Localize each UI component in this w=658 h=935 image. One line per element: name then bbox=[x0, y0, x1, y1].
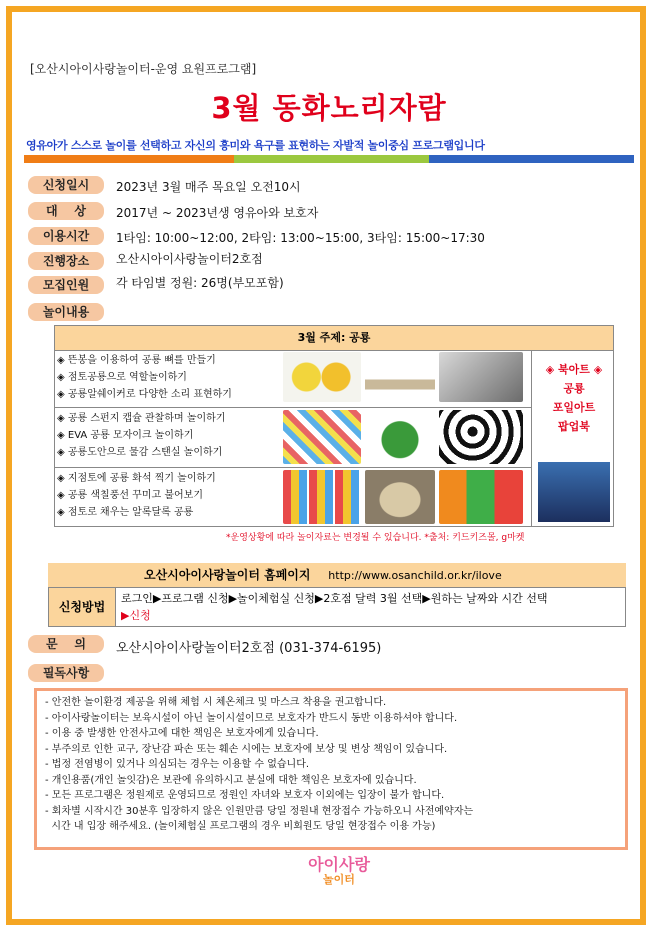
value-time: 1타임: 10:00~12:00, 2타임: 13:00~15:00, 3타임: 15:00~17:30 bbox=[116, 231, 485, 245]
book-art-item: 포일아트 bbox=[552, 401, 596, 414]
play-theme: 3월 주제: 공룡 bbox=[55, 326, 613, 351]
play-item: ◈ 뜬봉을 이용하여 공룡 뼈를 만들기 bbox=[57, 355, 216, 366]
value-target: 2017년 ~ 2023년생 영유아와 보호자 bbox=[116, 206, 319, 220]
homepage-url[interactable]: http://www.osanchild.or.kr/ilove bbox=[328, 569, 502, 582]
dinosaur-figures-image bbox=[365, 352, 435, 402]
play-row-1 bbox=[55, 350, 531, 408]
stencil-image bbox=[439, 410, 523, 464]
value-contact: 오산시아이사랑놀이터2호점 (031-374-6195) bbox=[116, 641, 382, 656]
apply-method-line: ▶신청 bbox=[121, 609, 151, 622]
label-place: 진행장소 bbox=[28, 252, 104, 270]
label-notice: 필독사항 bbox=[28, 664, 104, 682]
play-content-table bbox=[54, 325, 614, 527]
play-item: ◈ EVA 공룡 모자이크 놀이하기 bbox=[57, 430, 194, 441]
homepage-name: 오산시아이사랑놀이터 홈페이지 bbox=[144, 568, 311, 582]
apply-method-label: 신청방법 bbox=[49, 588, 116, 626]
label-time: 이용시간 bbox=[28, 227, 104, 245]
notice-box bbox=[34, 688, 628, 850]
label-contact: 문 의 bbox=[28, 635, 104, 653]
notice-item: - 모든 프로그램은 정원제로 운영되므로 정원인 자녀와 보호자 이외에는 입장이 불가 합니다. bbox=[45, 790, 445, 801]
program-subtitle: [오산시아이사랑놀이터-운영 요원프로그램] bbox=[30, 62, 257, 76]
clay-fossil-image bbox=[365, 470, 435, 524]
value-capacity: 각 타임별 정원: 26명(부모포함) bbox=[116, 276, 284, 290]
play-note: *운영상황에 따라 놀이자료는 변경될 수 있습니다. *출처: 키드키즈몰, g마켓 bbox=[226, 533, 525, 543]
value-place: 오산시아이사랑놀이터2호점 bbox=[116, 252, 263, 266]
notice-item: - 개인용품(개인 놀잇감)은 보관에 유의하시고 분실에 대한 책임은 보호자에 있습니다. bbox=[45, 774, 417, 786]
logo-text-bottom: 놀이터 bbox=[323, 873, 355, 886]
play-item: ◈ 공룡 색칠풍선 꾸미고 불어보기 bbox=[57, 490, 203, 501]
notice-item: - 법정 전염병이 있거나 의심되는 경우는 이용할 수 없습니다. bbox=[45, 759, 310, 770]
play-row-3 bbox=[55, 468, 531, 526]
book-art-item: 팝업북 bbox=[558, 420, 590, 433]
homepage-bar bbox=[48, 563, 626, 587]
color-balloon-image bbox=[283, 470, 361, 524]
notice-item: - 회차별 시작시간 30분후 입장하지 않은 인원만큼 당일 정원내 현장접수 가능하오니 사전예약자는 bbox=[45, 805, 474, 817]
dinosaur-skeleton-image bbox=[439, 352, 523, 402]
program-tagline: 영유아가 스스로 놀이를 선택하고 자신의 흥미와 욕구를 표현하는 자발적 놀이중심 프로그램입니다 bbox=[26, 139, 485, 152]
color-bar bbox=[24, 155, 634, 163]
play-row-2 bbox=[55, 408, 531, 468]
value-apply-date: 2023년 3월 매주 목요일 오전10시 bbox=[116, 180, 301, 194]
apply-method-box bbox=[48, 587, 626, 627]
page-title: 3월 동화노리자람 bbox=[211, 91, 447, 125]
play-item: ◈ 공룡도안으로 물감 스탠실 놀이하기 bbox=[57, 447, 223, 458]
label-play-content: 놀이내용 bbox=[28, 303, 104, 321]
book-art-cell bbox=[531, 350, 616, 526]
label-apply-date: 신청일시 bbox=[28, 176, 104, 194]
apply-method-line: 로그인▶프로그램 신청▶놀이체험실 신청▶2호점 달력 3월 선택▶원하는 날짜와 시간 선택 bbox=[121, 592, 548, 605]
label-capacity: 모집인원 bbox=[28, 276, 104, 294]
play-item: ◈ 점토공룡으로 역할놀이하기 bbox=[57, 372, 187, 383]
notice-item: 시간 내 입장 해주세요. (놀이체험실 프로그램의 경우 비회원도 당일 현장접수 이용 가능) bbox=[45, 821, 436, 832]
play-item: ◈ 공룡 스펀지 캡슐 관찰하며 놀이하기 bbox=[57, 413, 226, 424]
logo-text-top: 아이사랑 bbox=[308, 855, 370, 874]
play-item: ◈ 점토로 채우는 알록달록 공룡 bbox=[57, 507, 194, 518]
play-item: ◈ 공룡알쉐이커로 다양한 소리 표현하기 bbox=[57, 389, 232, 400]
clay-dinosaur-image bbox=[439, 470, 523, 524]
play-item: ◈ 지점토에 공룡 화석 찍기 놀이하기 bbox=[57, 473, 216, 484]
notice-item: - 이용 중 발생한 안전사고에 대한 책임은 보호자에게 있습니다. bbox=[45, 728, 319, 739]
book-art-title: ◈ 북아트 ◈ bbox=[545, 363, 603, 376]
popup-book-image bbox=[538, 462, 610, 522]
egg-shaker-image bbox=[283, 352, 361, 402]
label-target: 대 상 bbox=[28, 202, 104, 220]
logo bbox=[284, 856, 394, 886]
notice-item: - 부주의로 인한 교구, 장난감 파손 또는 훼손 시에는 보호자에 보상 및 변상 책임이 있습니다. bbox=[45, 743, 448, 755]
eva-mosaic-image bbox=[365, 410, 435, 464]
notice-item: - 아이사랑놀이터는 보육시설이 아닌 놀이시설이므로 보호자가 반드시 동반 이용하셔야 합니다. bbox=[45, 712, 458, 724]
notice-item: - 안전한 놀이환경 제공을 위해 체험 시 체온체크 및 마스크 착용을 권고합니다. bbox=[45, 697, 387, 708]
book-art-item: 공룡 bbox=[563, 382, 585, 395]
sponge-capsule-image bbox=[283, 410, 361, 464]
